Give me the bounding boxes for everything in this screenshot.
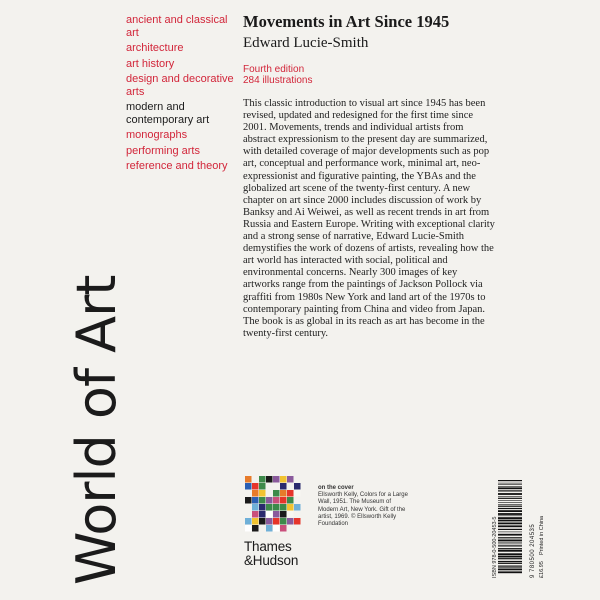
category-item: reference and theory — [126, 160, 228, 172]
cover-credit — [318, 485, 408, 528]
book-author: Edward Lucie-Smith — [243, 35, 369, 51]
color-block — [259, 490, 266, 497]
illustrations-count: 284 illustrations — [243, 75, 313, 86]
color-block — [252, 483, 259, 490]
cover-art-thumbnail — [244, 474, 302, 534]
color-block — [294, 518, 301, 525]
color-block — [273, 476, 280, 483]
color-block — [259, 511, 266, 518]
color-block — [259, 497, 266, 504]
color-block — [259, 504, 266, 511]
color-block — [273, 525, 280, 532]
color-block — [266, 497, 273, 504]
color-block — [294, 483, 301, 490]
book-back-cover — [12, 0, 592, 600]
category-item: architecture — [126, 42, 184, 54]
color-block — [252, 497, 259, 504]
color-block — [266, 511, 273, 518]
color-block — [245, 525, 252, 532]
category-item-active: modern and contemporary art — [126, 101, 210, 126]
printed-in: Printed in China — [539, 515, 545, 556]
color-block — [280, 504, 287, 511]
color-block — [252, 525, 259, 532]
color-block — [252, 490, 259, 497]
category-item: ancient and classical art — [126, 14, 228, 39]
color-block — [273, 490, 280, 497]
color-block — [245, 497, 252, 504]
category-item: design and decorative arts — [126, 73, 234, 98]
category-item: art history — [126, 57, 175, 70]
barcode-number: 9 780500 204535 — [530, 523, 536, 578]
color-block — [287, 490, 294, 497]
color-block — [294, 490, 301, 497]
color-block — [287, 476, 294, 483]
color-block — [259, 476, 266, 483]
color-block — [252, 518, 259, 525]
book-title: Movements in Art Since 1945 — [243, 12, 450, 31]
color-block — [273, 504, 280, 511]
color-block — [287, 504, 294, 511]
edition-label: Fourth edition — [243, 64, 305, 75]
category-item: monographs — [126, 129, 188, 141]
color-block — [280, 511, 287, 518]
color-block — [287, 518, 294, 525]
color-block — [280, 483, 287, 490]
color-block — [266, 504, 273, 511]
color-block — [280, 497, 287, 504]
color-block — [245, 476, 252, 483]
color-block — [287, 497, 294, 504]
color-block — [259, 483, 266, 490]
cover-credit-heading: on the cover — [318, 485, 354, 491]
category-item: performing arts — [126, 144, 200, 157]
color-block — [245, 483, 252, 490]
publisher-line-2: &Hudson — [244, 553, 299, 568]
publisher-logo — [244, 540, 298, 568]
color-block — [280, 525, 287, 532]
color-block — [252, 511, 259, 518]
barcode-icon — [498, 478, 528, 578]
color-block — [252, 504, 259, 511]
color-block — [266, 525, 273, 532]
color-block — [280, 490, 287, 497]
color-block — [266, 518, 273, 525]
color-block — [259, 518, 266, 525]
color-block — [273, 497, 280, 504]
color-block — [280, 518, 287, 525]
barcode-block — [484, 478, 544, 580]
category-list — [126, 14, 236, 176]
edition-info — [243, 64, 503, 86]
isbn-text: ISBN 978-0-500-20453-5 — [492, 516, 498, 578]
color-block — [245, 518, 252, 525]
price: £16.95 — [539, 561, 545, 578]
book-description: This classic introduction to visual art since 1945 has been revised, updated and redesigned for the first time since 2001. Movements, trends and individual artists from abstract expressionism to the present day are summarized, with detailed coverage of major developments such as pop art, conceptual and performance work, minimal art, neo-expressionist and figurative painting, the YBAs and the globalized art scene of the twenty-first century. A new chapter on art since 2000 includes discussion of work by Banksy and Ai Weiwei, as well as recent trends in art from Russia and Eastern Europe. Writing with exceptional clarity and a strong sense of narrative, Edward Lucie-Smith demystifies the work of dozens of artists, revealing how the art world has interacted with social, political and environmental concerns. Nearly 300 images of key artworks range from the paintings of Jackson Pollock via graffiti from 1980s New York and land art of the 1970s to contemporary painting from China and video from Japan. The book is as global in its reach as art has become in the twenty-first century. — [243, 98, 495, 339]
color-block — [287, 511, 294, 518]
color-block — [273, 511, 280, 518]
price-and-origin — [539, 516, 545, 578]
color-block — [294, 504, 301, 511]
publisher-line-1: Thames — [244, 539, 292, 554]
cover-credit-text: Ellsworth Kelly, Colors for a Large Wall, 1951. The Museum of Modern Art, New York. Gift of the artist, 1969. © Ellsworth Kelly Foundation — [318, 492, 408, 528]
color-block — [266, 476, 273, 483]
series-title: World of Art — [65, 275, 128, 585]
color-block — [280, 476, 287, 483]
main-column — [243, 12, 503, 340]
color-block — [273, 518, 280, 525]
